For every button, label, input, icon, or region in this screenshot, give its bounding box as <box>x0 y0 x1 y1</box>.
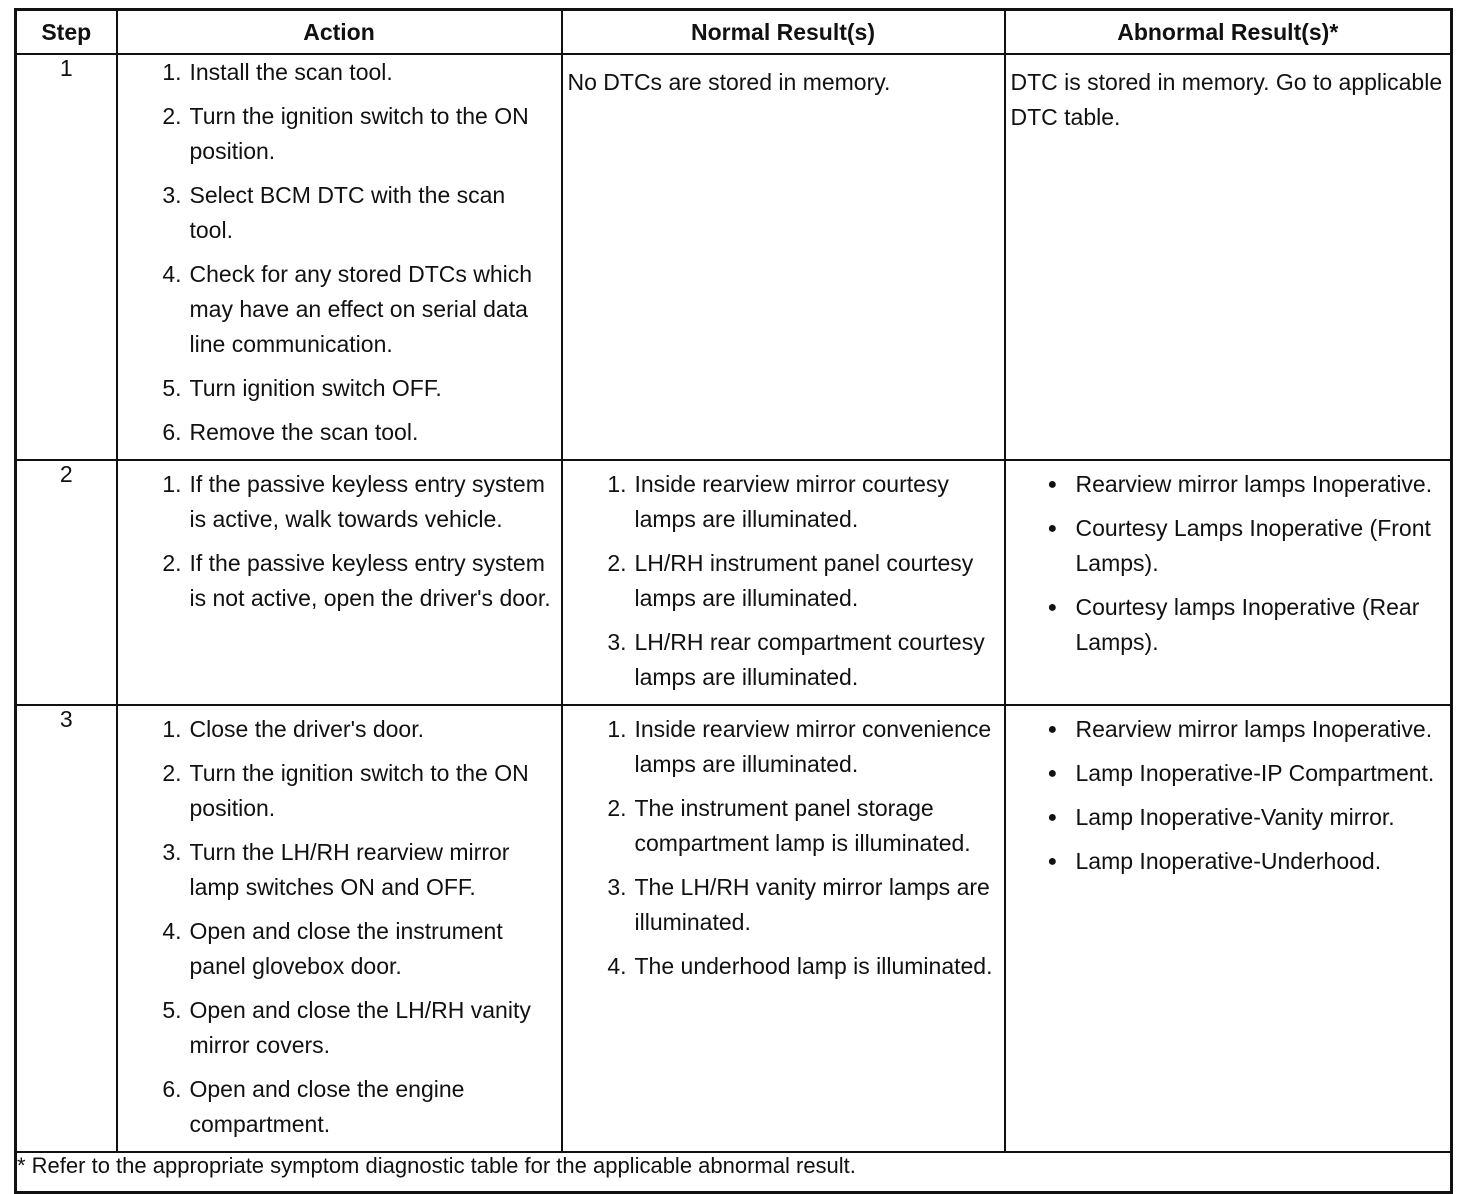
action-item: 2. Turn the ignition switch to the ON position. <box>162 103 529 164</box>
footnote-row <box>16 1152 1452 1193</box>
action-item: 6. Remove the scan tool. <box>162 419 419 445</box>
header-normal-results: Normal Result(s) <box>562 10 1005 55</box>
abnormal-result-item: ● Lamp Inoperative-IP Compartment. <box>1006 756 1443 791</box>
abnormal-result-item: ● Lamp Inoperative-Vanity mirror. <box>1006 800 1443 835</box>
normal-result-cell <box>562 460 1005 705</box>
action-item: 1. Install the scan tool. <box>162 59 393 85</box>
abnormal-result-item: ● Courtesy lamps Inoperative (Rear Lamps). <box>1006 590 1443 660</box>
action-item: 2. If the passive keyless entry system is not active, open the driver's door. <box>162 550 551 611</box>
table-row <box>16 705 1452 1152</box>
normal-result-item: 1. Inside rearview mirror convenience lamps are illuminated. <box>607 716 992 777</box>
action-item: 5. Turn ignition switch OFF. <box>162 375 442 401</box>
bullet-icon: ● <box>1047 520 1058 537</box>
header-action: Action <box>117 10 562 55</box>
abnormal-result-item: ● Rearview mirror lamps Inoperative. <box>1006 712 1443 747</box>
abnormal-result-text: DTC is stored in memory. Go to applicable DTC table. <box>1010 69 1443 130</box>
abnormal-result-item: ● Lamp Inoperative-Underhood. <box>1006 844 1443 879</box>
bullet-icon: ● <box>1047 476 1058 493</box>
table-row <box>16 54 1452 460</box>
bullet-icon: ● <box>1047 809 1058 826</box>
action-item: 4. Check for any stored DTCs which may have an effect on serial data line communication. <box>162 261 533 357</box>
action-item: 2. Turn the ignition switch to the ON position. <box>162 760 529 821</box>
footnote: * Refer to the appropriate symptom diagnostic table for the applicable abnormal result. <box>16 1152 1452 1193</box>
normal-result-item: 2. LH/RH instrument panel courtesy lamps are illuminated. <box>607 550 974 611</box>
bullet-icon: ● <box>1047 853 1058 870</box>
action-item: 3. Turn the LH/RH rearview mirror lamp switches ON and OFF. <box>162 839 510 900</box>
action-item: 5. Open and close the LH/RH vanity mirror covers. <box>162 997 531 1058</box>
step-number: 3 <box>16 705 117 1152</box>
action-item: 4. Open and close the instrument panel glovebox door. <box>162 918 503 979</box>
action-item: 1. If the passive keyless entry system is active, walk towards vehicle. <box>162 471 545 532</box>
header-step: Step <box>16 10 117 55</box>
abnormal-result-cell <box>1005 460 1452 705</box>
normal-result-cell <box>562 54 1005 460</box>
diagnostic-table <box>14 8 1453 1194</box>
normal-result-cell <box>562 705 1005 1152</box>
normal-result-item: 3. LH/RH rear compartment courtesy lamps are illuminated. <box>607 629 985 690</box>
step-number: 2 <box>16 460 117 705</box>
header-abnormal-results: Abnormal Result(s)* <box>1005 10 1452 55</box>
step-number: 1 <box>16 54 117 460</box>
bullet-icon: ● <box>1047 599 1058 616</box>
bullet-icon: ● <box>1047 721 1058 738</box>
action-item: 1. Close the driver's door. <box>162 716 425 742</box>
normal-result-item: 2. The instrument panel storage compartment lamp is illuminated. <box>607 795 971 856</box>
normal-result-text: No DTCs are stored in memory. <box>567 69 891 95</box>
action-cell <box>117 705 562 1152</box>
action-item: 3. Select BCM DTC with the scan tool. <box>162 182 506 243</box>
table-row <box>16 460 1452 705</box>
header-row <box>16 10 1452 55</box>
bullet-icon: ● <box>1047 765 1058 782</box>
action-cell <box>117 460 562 705</box>
normal-result-item: 1. Inside rearview mirror courtesy lamps are illuminated. <box>607 471 949 532</box>
abnormal-result-cell <box>1005 705 1452 1152</box>
abnormal-result-cell <box>1005 54 1452 460</box>
abnormal-result-item: ● Rearview mirror lamps Inoperative. <box>1006 467 1443 502</box>
action-cell <box>117 54 562 460</box>
normal-result-item: 4. The underhood lamp is illuminated. <box>607 953 993 979</box>
normal-result-item: 3. The LH/RH vanity mirror lamps are illuminated. <box>607 874 990 935</box>
abnormal-result-item: ● Courtesy Lamps Inoperative (Front Lamps). <box>1006 511 1443 581</box>
action-item: 6. Open and close the engine compartment. <box>162 1076 465 1137</box>
